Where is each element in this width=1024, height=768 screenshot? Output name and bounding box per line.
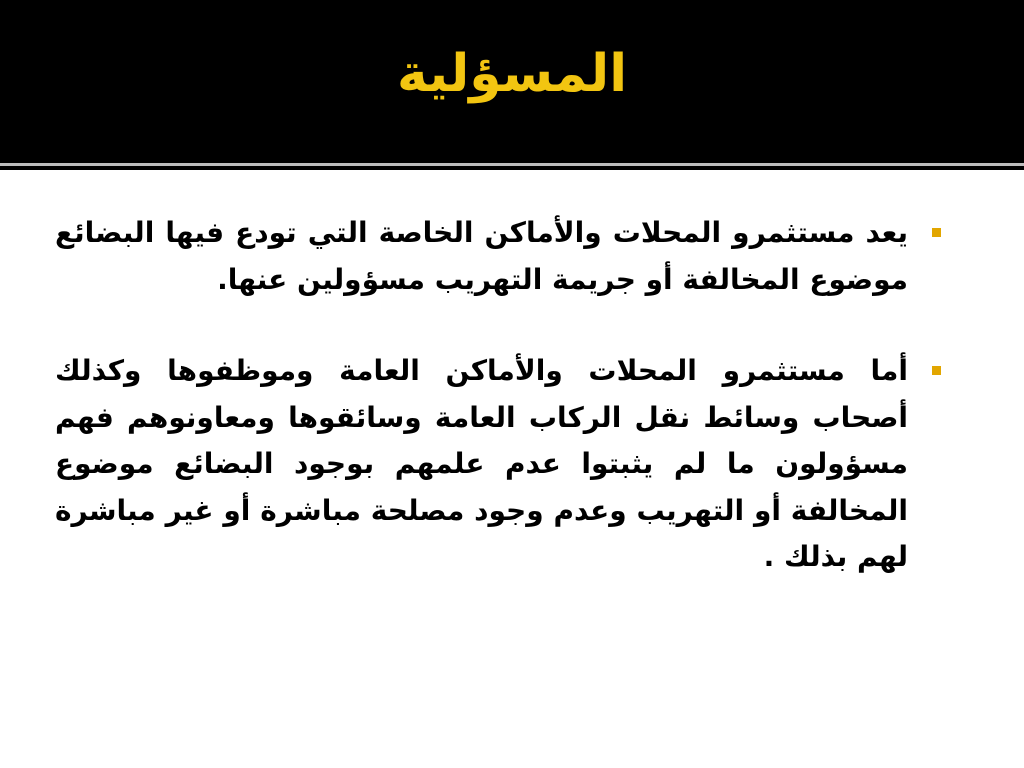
title-bar	[0, 0, 1024, 160]
slide-content	[0, 170, 1024, 768]
bullet-item	[55, 348, 955, 581]
bullet-item	[55, 210, 955, 303]
square-bullet-icon	[932, 228, 941, 237]
bullet-list	[55, 210, 955, 581]
header-divider	[0, 163, 1024, 166]
bullet-text: أما مستثمرو المحلات والأماكن العامة وموظفوها وكذلك أصحاب وسائط نقل الركاب العامة وسائقوها ومعاونوهم فهم مسؤولون ما لم يثبتوا عدم علمهم بوجود البضائع موضوع المخالفة أو التهريب وعدم وجود مصلحة مباشرة أو غير مباشرة لهم بذلك .	[55, 354, 908, 573]
bullet-text: يعد مستثمرو المحلات والأماكن الخاصة التي تودع فيها البضائع موضوع المخالفة أو جريمة التهريب مسؤولين عنها.	[55, 216, 908, 296]
square-bullet-icon	[932, 366, 941, 375]
slide-title: المسؤلية	[397, 44, 628, 104]
